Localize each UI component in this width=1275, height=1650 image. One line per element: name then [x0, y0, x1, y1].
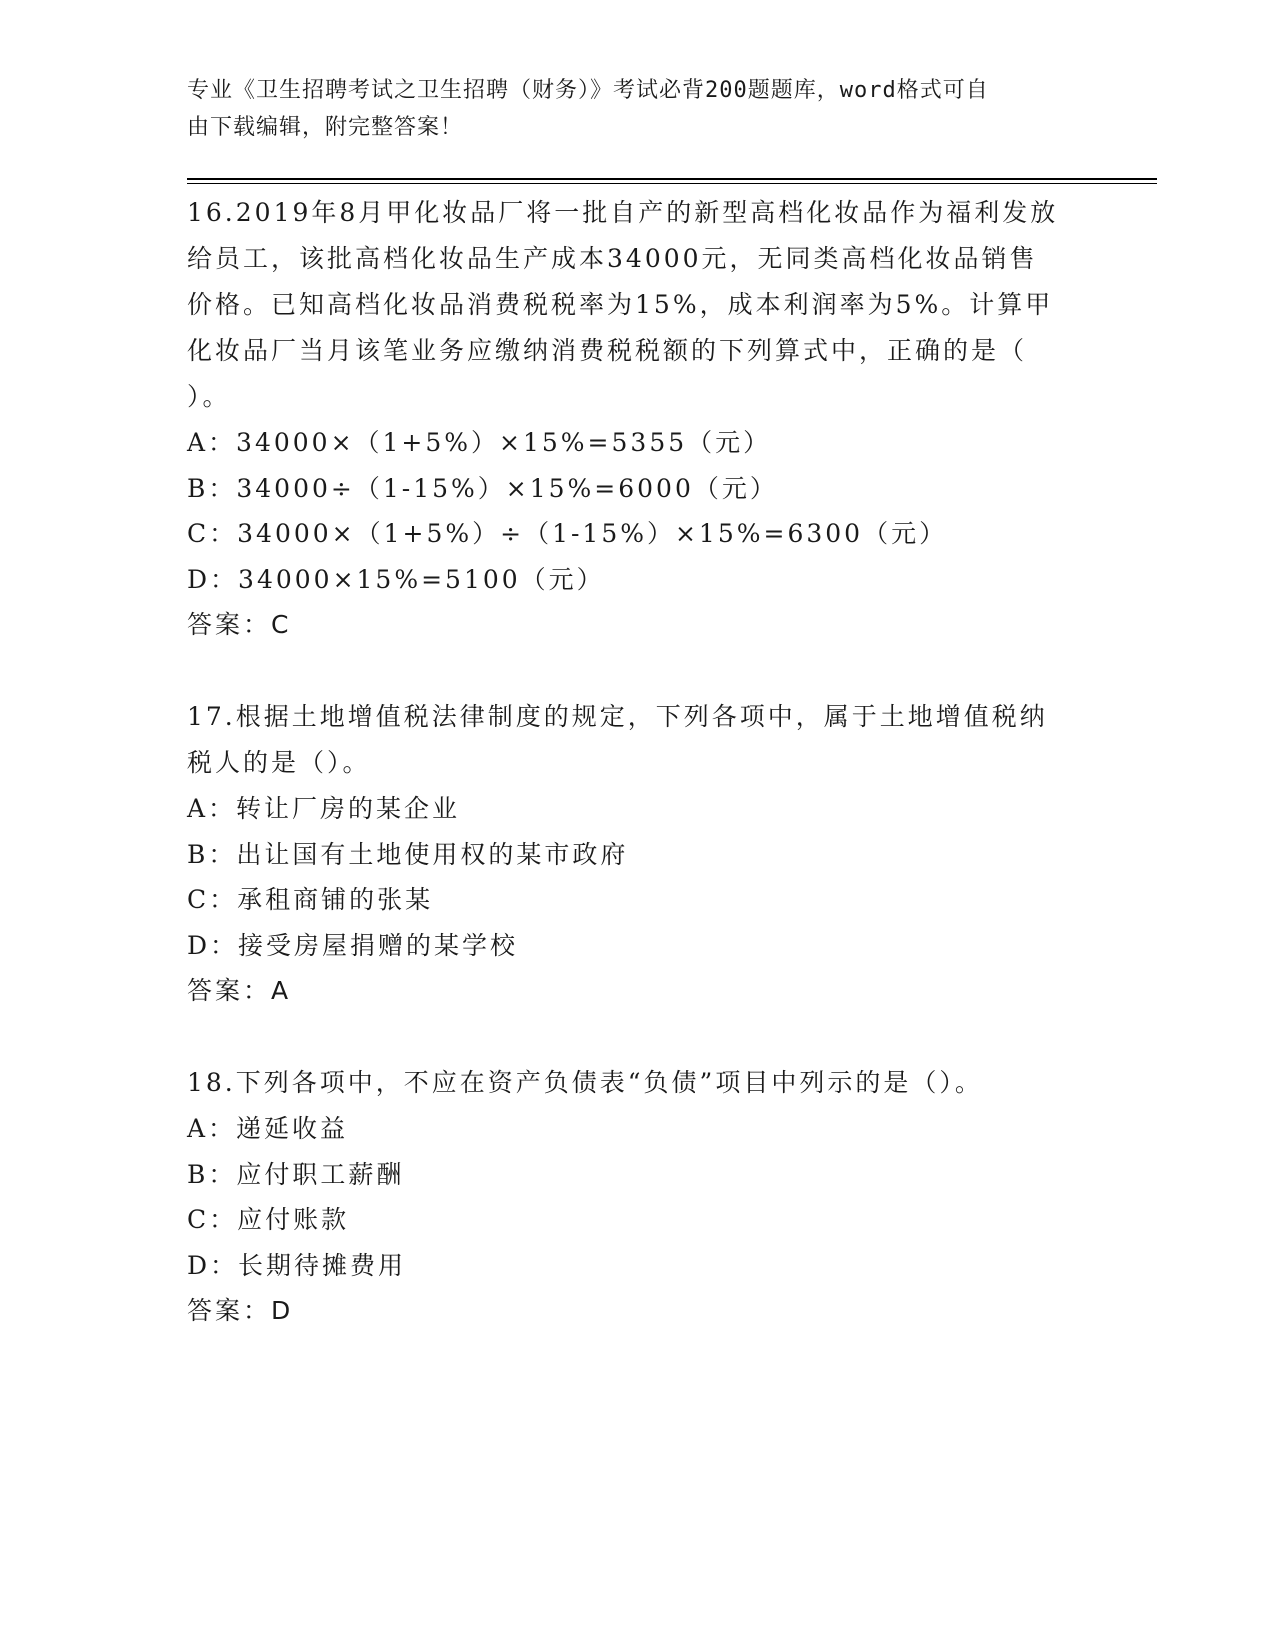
option-d: D：接受房屋捐赠的某学校	[187, 930, 519, 960]
option-d: D：长期待摊费用	[187, 1250, 407, 1280]
option-a: A：递延收益	[187, 1114, 349, 1143]
question-stem-line: ）。	[187, 382, 231, 411]
question-stem-line: 16.2019年8月甲化妆品厂将一批自产的新型高档化妆品作为福利发放	[187, 198, 1059, 227]
question-17	[187, 694, 1087, 1014]
question-16	[187, 190, 1087, 648]
answer: 答案：C	[187, 610, 292, 639]
option-b: B：34000÷（1-15%）×15%=6000（元）	[187, 473, 778, 503]
question-stem-line: 税人的是（）。	[187, 748, 371, 777]
question-stem-line: 化妆品厂当月该笔业务应缴纳消费税税额的下列算式中，正确的是（	[187, 336, 1028, 365]
spacer	[187, 648, 1087, 694]
option-a: A：34000×（1+5%）×15%=5355（元）	[187, 428, 772, 457]
option-a: A：转让厂房的某企业	[187, 794, 461, 823]
option-b: B：应付职工薪酬	[187, 1159, 405, 1189]
header-line-1: 专业《卫生招聘考试之卫生招聘（财务）》考试必背200题题库，word格式可自	[187, 78, 989, 103]
answer: 答案：D	[187, 1296, 294, 1325]
answer: 答案：A	[187, 976, 292, 1005]
question-18	[187, 1060, 1087, 1334]
header-line-2: 由下载编辑，附完整答案！	[187, 115, 464, 140]
document-header	[187, 72, 1067, 146]
spacer	[187, 1014, 1087, 1060]
question-stem-line: 18.下列各项中，不应在资产负债表“负债”项目中列示的是（）。	[187, 1068, 983, 1097]
question-stem-line: 17.根据土地增值税法律制度的规定，下列各项中，属于土地增值税纳	[187, 702, 1048, 731]
option-c: C：承租商铺的张某	[187, 885, 434, 914]
question-list	[187, 190, 1087, 1334]
header-divider-thin	[187, 183, 1157, 184]
option-b: B：出让国有土地使用权的某市政府	[187, 839, 629, 869]
header-divider-thick	[187, 178, 1157, 180]
option-c: C：应付账款	[187, 1205, 350, 1234]
question-stem-line: 价格。已知高档化妆品消费税税率为15%，成本利润率为5%。计算甲	[187, 290, 1054, 319]
option-c: C：34000×（1+5%）÷（1-15%）×15%=6300（元）	[187, 519, 948, 548]
option-d: D：34000×15%=5100（元）	[187, 564, 605, 594]
question-stem-line: 给员工，该批高档化妆品生产成本34000元，无同类高档化妆品销售	[187, 244, 1038, 273]
